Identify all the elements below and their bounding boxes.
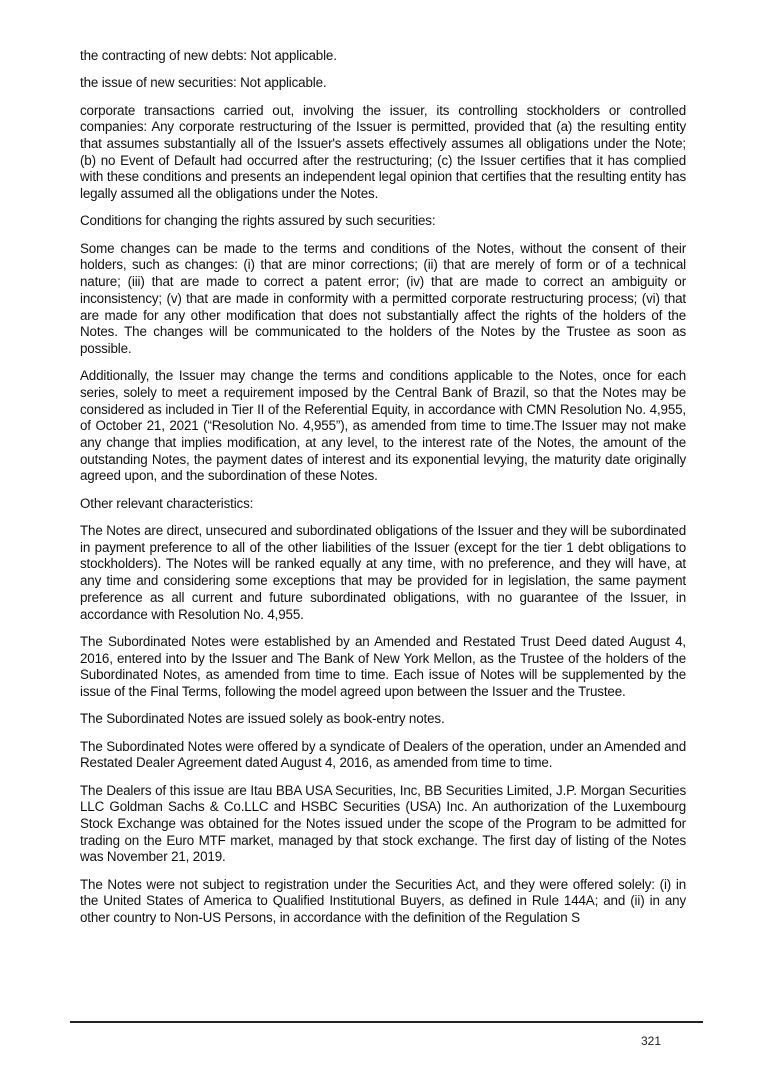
paragraph: The Notes were not subject to registration under the Securities Act, and they were offered solely: (i) in the United States of America to Qualified Institutional Buyers, as defined in Rule 144A; and (ii) in any other country to Non-US Persons, in accordance with the definition of the Regulation S [80,876,686,926]
footer-rule [70,1021,703,1023]
page-body [80,48,686,937]
paragraph: The Dealers of this issue are Itau BBA USA Securities, Inc, BB Securities Limited, J.P. Morgan Securities LLC Goldman Sachs & Co.LLC and HSBC Securities (USA) Inc. An authorization of the Luxembourg Stock Exchange was obtained for the Notes issued under the scope of the Program to be admitted for trading on the Euro MTF market, managed by that stock exchange. The first day of listing of the Notes was November 21, 2019. [80,782,686,865]
paragraph: Other relevant characteristics: [80,495,254,511]
paragraph: corporate transactions carried out, involving the issuer, its controlling stockholders or controlled companies: Any corporate restructuring of the Issuer is permitted, provided that (a) the resulting entity that assumes substantially all of the Issuer's assets effectively assumes all obligations under the Note; (b) no Event of Default had occurred after the restructuring; (c) the Issuer certifies that it has complied with these conditions and presents an independent legal opinion that certifies that the resulting entity has legally assumed all the obligations under the Notes. [80,102,686,202]
paragraph: Some changes can be made to the terms and conditions of the Notes, without the consent of their holders, such as changes: (i) that are minor corrections; (ii) that are merely of form or of a technical nature; (iii) that are made to correct a patent error; (iv) that are made to correct an ambiguity or inconsistency; (v) that are made in conformity with a permitted corporate restructuring process; (vi) that are made for any other modification that does not substantially affect the rights of the holders of the Notes. The changes will be communicated to the holders of the Notes by the Trustee as soon as possible. [80,240,686,356]
paragraph: Additionally, the Issuer may change the terms and conditions applicable to the Notes, once for each series, solely to meet a requirement imposed by the Central Bank of Brazil, so that the Notes may be considered as included in Tier II of the Referential Equity, in accordance with CMN Resolution No. 4,955, of October 21, 2021 (“Resolution No. 4,955”), as amended from time to time.The Issuer may not make any change that implies modification, at any level, to the interest rate of the Notes, the amount of the outstanding Notes, the payment dates of interest and its exponential levying, the maturity date originally agreed upon, and the subordination of these Notes. [80,368,686,484]
paragraph: The Subordinated Notes are issued solely as book-entry notes. [80,711,445,727]
paragraph: The Subordinated Notes were offered by a syndicate of Dealers of the operation, under an Amended and Restated Dealer Agreement dated August 4, 2016, as amended from time to time. [80,738,686,771]
paragraph: the contracting of new debts: Not applicable. [80,48,337,63]
paragraph: the issue of new securities: Not applicable. [80,75,327,91]
page-number: 321 [641,1034,662,1048]
paragraph: The Subordinated Notes were established by an Amended and Restated Trust Deed dated August 4, 2016, entered into by the Issuer and The Bank of New York Mellon, as the Trustee of the holders of the Subordinated Notes, as amended from time to time. Each issue of Notes will be supplemented by the issue of the Final Terms, following the model agreed upon between the Issuer and the Trustee. [80,633,686,699]
paragraph: The Notes are direct, unsecured and subordinated obligations of the Issuer and they will be subordinated in payment preference to all of the other liabilities of the Issuer (except for the tier 1 debt obligations to stockholders). The Notes will be ranked equally at any time, with no preference, and they will have, at any time and considering some exceptions that may be provided for in legislation, the same payment preference as all current and future subordinated obligations, with no guarantee of the Issuer, in accordance with Resolution No. 4,955. [80,523,686,622]
paragraph: Conditions for changing the rights assured by such securities: [80,213,436,229]
